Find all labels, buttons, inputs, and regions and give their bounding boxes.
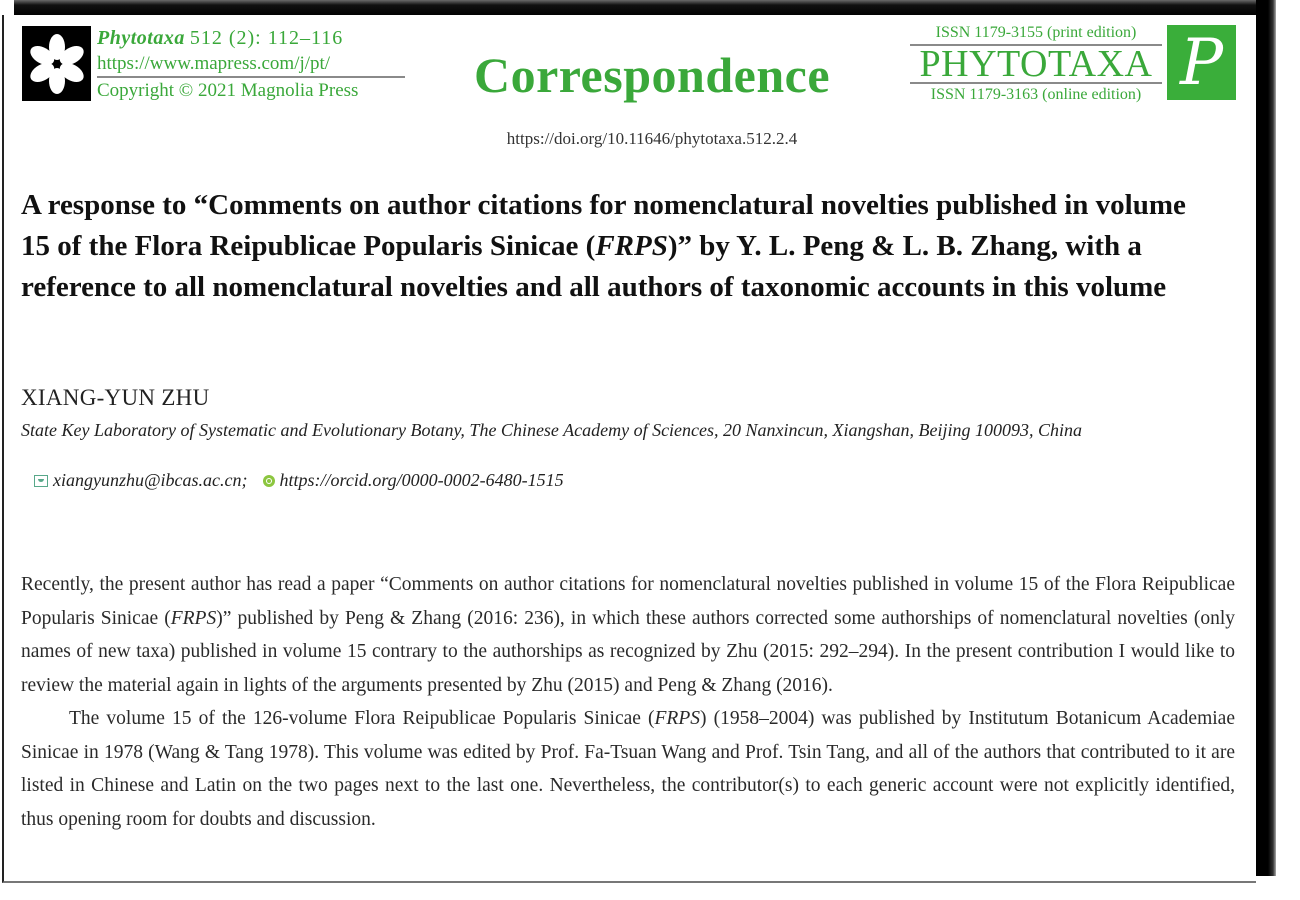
doi-link[interactable]: https://doi.org/10.11646/phytotaxa.512.2.4 (506, 129, 798, 148)
article-title (21, 185, 1221, 308)
issn-online: ISSN 1179-3163 (online edition) (930, 86, 1142, 103)
issn-print: ISSN 1179-3155 (print edition) (935, 24, 1137, 41)
page-shadow-right (1256, 0, 1276, 876)
issn-block (910, 23, 1162, 105)
p2-text-b: ) (1958–2004) was published by Institutum Botanicum Academiae Sinicae in 1978 (Wang & Tang 1978). This volume was edited by Prof. Fa-Tsuan Wang and Prof. Tsin Tang, and all of the authors that contributed to it are listed in Chinese and Latin on the two pages next to the last one. Nevertheless, the contributor(s) to each generic account were not explicitly identified, thus opening room for doubts and discussion. (21, 708, 1235, 830)
orcid-icon (263, 475, 275, 487)
email-icon (34, 475, 48, 487)
document-page (2, 15, 1256, 883)
paragraph-1 (21, 568, 1235, 702)
section-title: Correspondence (473, 47, 831, 103)
journal-meta (97, 25, 405, 104)
journal-url-link[interactable]: https://www.mapress.com/j/pt/ (97, 51, 405, 78)
author-name: XIANG-YUN ZHU (21, 385, 210, 410)
journal-issue: 512 (2): 112–116 (189, 27, 344, 49)
orcid-link[interactable]: https://orcid.org/0000-0002-6480-1515 (279, 470, 564, 490)
p1-text-b: )” published by Peng & Zhang (2016: 236), in which these authors corrected some authorships of nomenclatural novelties (only names of new taxa) published in volume 15 contrary to the authorships as recognized by Zhu (2015: 292–294). In the present contribution I would like to review the material again in lights of the arguments presented by Zhu (2015) and Peng & Zhang (2016). (21, 607, 1235, 696)
p1-text-a: Recently, the present author has read a paper “Comments on author citations for nomenclatural novelties published in volume 15 of the Flora Reipublicae Popularis Sinicae ( (21, 574, 1235, 629)
author-contact (34, 470, 564, 491)
title-part-1: A response to “Comments on author citations for nomenclatural novelties published in volume 15 of the Flora Reipublicae Popularis Sinicae ( (21, 189, 1186, 262)
journal-name: Phytotaxa (97, 27, 185, 49)
title-italic: FRPS (595, 230, 668, 262)
p1-italic: FRPS (170, 607, 217, 629)
article-body (21, 568, 1235, 836)
author-affiliation: State Key Laboratory of Systematic and Evolutionary Botany, The Chinese Academy of Sciences, 20 Nanxincun, Xiangshan, Beijing 100093, China (21, 420, 1083, 440)
flower-logo-icon (22, 26, 91, 101)
paragraph-2 (21, 702, 1235, 836)
page-shadow-top (14, 0, 1276, 16)
p2-text-a: The volume 15 of the 126-volume Flora Reipublicae Popularis Sinicae ( (69, 708, 655, 729)
p2-italic: FRPS (654, 708, 700, 729)
phytotaxa-p-logo-icon (1167, 25, 1236, 100)
title-part-2: )” by Y. L. Peng & L. B. Zhang, with a reference to all nomenclatural novelties and all authors of taxonomic accounts in this volume (21, 230, 1167, 303)
copyright-text: Copyright © 2021 Magnolia Press (97, 80, 359, 101)
logo-letter: P (1179, 25, 1224, 100)
journal-brand: PHYTOTAXA (910, 44, 1162, 84)
author-email-link[interactable]: xiangyunzhu@ibcas.ac.cn; (53, 470, 248, 490)
